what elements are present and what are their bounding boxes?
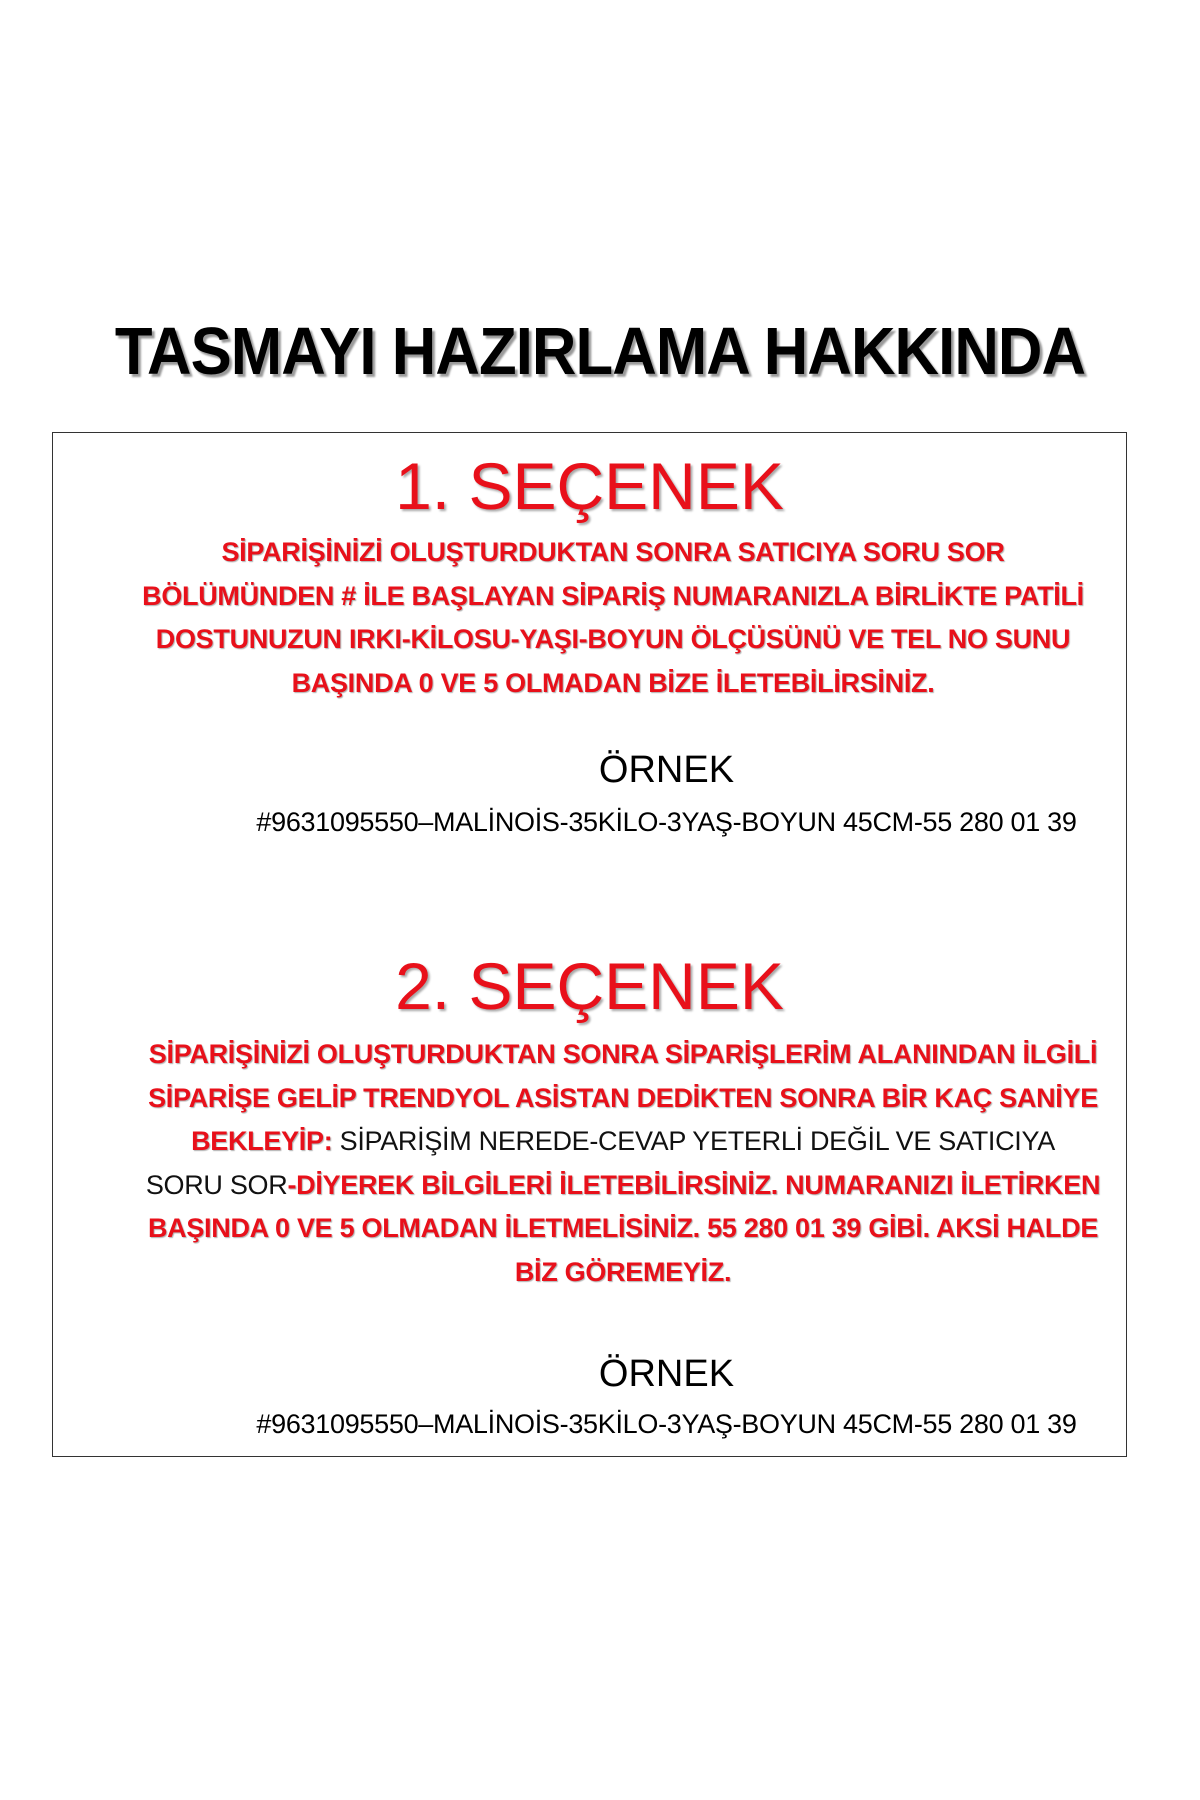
option-2-line-1: SİPARİŞİNİZİ OLUŞTURDUKTAN SONRA SİPARİŞLERİM ALANINDAN İLGİLİ — [148, 1039, 1098, 1069]
option-1-line-1: SİPARİŞİNİZİ OLUŞTURDUKTAN SONRA SATICIYA SORU SOR — [221, 537, 1005, 567]
option-1-example-value: #9631095550–MALİNOİS-35KİLO-3YAŞ-BOYUN 45CM-55 280 01 39 — [256, 807, 1077, 837]
option-2-instructions — [123, 1033, 1123, 1294]
option-2-line-5: BAŞINDA 0 VE 5 OLMADAN İLETMELİSİNİZ. 55 280 01 39 GİBİ. AKSİ HALDE — [147, 1213, 1099, 1243]
option-1-line-4: BAŞINDA 0 VE 5 OLMADAN BİZE İLETEBİLİRSİNİZ. — [291, 667, 935, 698]
instructions-box — [52, 432, 1127, 1457]
option-2-line-4-black: SORU SOR — [145, 1169, 288, 1200]
option-2-line-4-red: -DİYEREK BİLGİLERİ İLETEBİLİRSİNİZ. NUMARANIZI İLETİRKEN — [287, 1169, 1101, 1200]
option-2-example-label: ÖRNEK — [598, 1353, 735, 1395]
option-1-instructions — [133, 531, 1093, 705]
page-title: TASMAYI HAZIRLAMA HAKKINDA — [114, 314, 1086, 389]
option-1-line-2: BÖLÜMÜNDEN # İLE BAŞLAYAN SİPARİŞ NUMARANIZLA BİRLİKTE PATİLİ — [142, 580, 1084, 611]
option-2-line-6: BİZ GÖREMEYİZ. — [514, 1256, 732, 1287]
option-1-heading: 1. SEÇENEK — [395, 449, 784, 523]
option-2-line-4 — [123, 1164, 1123, 1208]
option-2-line-2: SİPARİŞE GELİP TRENDYOL ASİSTAN DEDİKTEN SONRA BİR KAÇ SANİYE — [148, 1082, 1098, 1113]
option-2-example-value: #9631095550–MALİNOİS-35KİLO-3YAŞ-BOYUN 45CM-55 280 01 39 — [256, 1409, 1077, 1439]
option-1-example-label: ÖRNEK — [598, 749, 735, 791]
option-2-heading: 2. SEÇENEK — [395, 949, 784, 1023]
option-2-line-3 — [123, 1120, 1123, 1164]
option-1-line-3: DOSTUNUZUN IRKI-KİLOSU-YAŞI-BOYUN ÖLÇÜSÜNÜ VE TEL NO SUNU — [155, 624, 1071, 654]
option-2-line-3-red: BEKLEYİP: — [191, 1126, 333, 1156]
option-2-line-3-black: SİPARİŞİM NEREDE-CEVAP YETERLİ DEĞİL VE SATICIYA — [339, 1126, 1055, 1156]
